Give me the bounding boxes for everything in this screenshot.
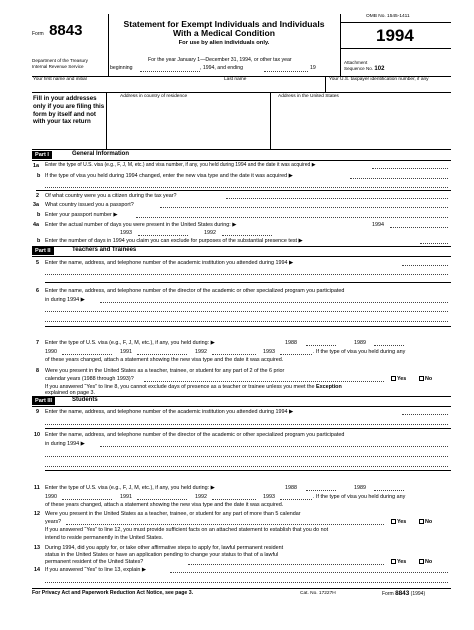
line-3a-field[interactable] <box>160 207 448 208</box>
line-14-continuation-1[interactable] <box>45 582 448 583</box>
line-10-continuation-1[interactable] <box>45 456 448 457</box>
line12-no[interactable] <box>418 519 432 525</box>
line11-visa-1988[interactable] <box>306 490 336 491</box>
line12-no-checkbox[interactable] <box>419 519 424 524</box>
tax-year-line: For the year January 1—December 31, 1994, or other tax year <box>148 57 292 63</box>
line-6-text-b: in during 1994 ▶ <box>45 297 85 303</box>
line-10-text-a: Enter the name, address, and telephone number of the director of the academic or other specialized program you participated <box>45 432 345 438</box>
line-2-text: Of what country were you a citizen during the tax year? <box>45 193 177 199</box>
line-4b-field[interactable] <box>420 243 448 244</box>
line-11-text-c: of these years changed, attach a statement showing the new visa type and the date it was acquired. <box>45 502 284 508</box>
line7-visa-1990[interactable] <box>62 354 112 355</box>
days-1994-field[interactable] <box>390 227 448 228</box>
part1-title: General Information <box>72 151 130 157</box>
line-13-text-c: permanent resident of the United States? <box>45 559 144 565</box>
line12-yes-checkbox[interactable] <box>391 519 396 524</box>
line-9-text: Enter the name, address, and telephone number of the academic institution you attended during 1994 ▶ <box>45 409 294 415</box>
line11-visa-1990[interactable] <box>62 499 112 500</box>
line13-yes[interactable] <box>390 559 406 565</box>
part1-label: Part I <box>32 151 52 159</box>
line-1a-text: Enter the type of U.S. visa (e.g., F, J, M, etc.) and visa number, if any, you held during 1994 and the date it was acquired ▶ <box>45 162 316 168</box>
part3-title: Students <box>72 397 98 403</box>
form-number: 8843 <box>49 22 83 39</box>
dept-irs: Internal Revenue Service <box>32 64 84 69</box>
line-10-text-b: in during 1994 ▶ <box>45 441 85 447</box>
sequence-label <box>344 66 384 73</box>
line-6-text-a: Enter the name, address, and telephone number of the director of the academic or other specialized program you participated <box>45 288 345 294</box>
first-name-label: Your first name and initial <box>33 77 87 82</box>
line11-visa-1989[interactable] <box>374 490 404 491</box>
line11-year-1989: 1989 <box>354 485 366 491</box>
line7-year-1988: 1988 <box>285 340 297 346</box>
line12-yes-label: Yes <box>397 519 407 525</box>
line8-no-label: No <box>425 376 433 382</box>
line7-visa-1989[interactable] <box>374 345 404 346</box>
line-3b-field[interactable] <box>136 217 448 218</box>
line8-no[interactable] <box>418 376 432 382</box>
tax-year-big: 1994 <box>376 26 414 45</box>
line13-no-label: No <box>425 559 433 565</box>
form-number-block <box>32 22 82 39</box>
address-us-field[interactable] <box>272 101 448 147</box>
line11-year-1992: 1992 <box>195 494 207 500</box>
footer-form-number: 8843 <box>395 590 410 597</box>
line-9-field[interactable] <box>402 414 448 415</box>
line-5-continuation-1[interactable] <box>45 274 448 275</box>
line-5-field[interactable] <box>402 265 448 266</box>
form-title-line1: Statement for Exempt Individuals and Individuals <box>123 19 325 29</box>
line-8-exception: Exception <box>316 384 342 390</box>
line-2-field[interactable] <box>226 198 448 199</box>
line-4a-text: Enter the actual number of days you were present in the United States during: ▶ <box>45 222 237 228</box>
line7-year-1990: 1990 <box>45 349 57 355</box>
line-10-continuation-2[interactable] <box>45 466 448 467</box>
sequence-text: Sequence No. <box>344 66 374 71</box>
line-1b-continuation[interactable] <box>45 187 448 188</box>
line-13-text-b: status in the United States or have an application pending to change your status to that of a lawful <box>45 552 279 558</box>
year-1992-label: 1992 <box>204 230 216 236</box>
line11-year-1988: 1988 <box>285 485 297 491</box>
line-11-text-b: . If the type of visa you held during any <box>313 494 406 500</box>
line-6-field[interactable] <box>100 302 448 303</box>
line-3b-text: Enter your passport number ▶ <box>45 212 118 218</box>
line-12-text-a: Were you present in the United States as a teacher, trainee, or student for any part of more than 5 calendar <box>45 511 301 517</box>
ending-label: , 1994, and ending <box>200 65 243 71</box>
line7-year-1989: 1989 <box>354 340 366 346</box>
line11-visa-1992[interactable] <box>212 499 256 500</box>
year-1994-label: 1994 <box>372 222 384 228</box>
footer-form-label: Form <box>382 591 394 597</box>
year-1993-label: 1993 <box>120 230 132 236</box>
form-page: Form 8843 Department of the Treasury Internal Revenue Service Statement for Exempt Individuals and Individuals With a Medical Condition For use by alien individuals only. For the year January 1—December 31, 1994, or other tax year beginning , 1994, and ending 19 OMB No. 1545-1411 1994 Attachment Sequence No. 102 Your first name and initial Last name Your U.S. taxpayer identification number, if any Fill in your addresses only if you are filing this form by itself and not with your tax return Address in country of residence Address in the United States Part I General Information 1a Enter the type of U.S. visa (e.g., F, J, M, etc.) and visa number, if any, you held during 1994 and the date it was acquired ▶ b If the type of visa you held during 1994 changed, enter the new visa type and the date it was acquired ▶ 2 Of what country were you a citizen during the tax year? 3a What country issued you a passport? b Enter your passport number ▶ 4a Enter the actual number of days you were present in the United States during: ▶ 1994 1993 1992 b Enter the number of days in 1994 you claim you can exclude for purposes of the substantial presence test ▶ Part II Teachers and Trainees 5 Enter the name, address, and telephone number of the academic institution you attended during 1994 ▶ 6 Enter the name, address, and telephone number of the director of the academic or other specialized program you participated in during 1994 ▶ 7 Enter the type of U.S. visa (e.g., F, J, M, etc.), if any, you held during: ▶ 1988 1989 1990 1991 1992 1993 . If the type of visa you held during any of these years changed, attach a statement showing the new visa type and the date it was acquired. 8 Were you present in the United States as a teacher, trainee, or student for any part of 2 of the 6 prior calendar years (1988 through 1993)? Yes No If you answered “Yes” to line 8, you cannot exclude days of presence as a teacher or trainee unless you meet the Exception explained on page 3. Part III Students 9 Enter the name, address, and telephone number of the academic institution you attended during 1994 ▶ 10 Enter the name, address, and telephone number of the director of the academic or other specialized program you participated in during 1994 ▶ 11 Enter the type of U.S. visa (e.g., F, J, M, etc.), if any, you held during: ▶ 1988 1989 1990 1991 1992 1993 . If the type of visa you held during any of these years changed, attach a statement showing the new visa type and the date it was acquired. 12 Were you present in the United States as a teacher, trainee, or student for any part of more than 5 calendar years? Yes No If you answered “Yes” to line 12, you must provide sufficient facts on an attached statement to establish that you do not intend to reside permanently in the United States. 13 During 1994, did you apply for, or take other affirmative steps to apply for, lawful permanent resident status in the United States or have an application pending to change your status to that of a lawful permanent resident of the United States? Yes No 14 If you answered “Yes” to line 13, explain ▶ For Privacy Act and Paperwork Reduction Act Notice, see page 3. Cat. No. 17227H Form 8843 (1994) <box>0 0 474 630</box>
title-block <box>108 20 340 47</box>
line-14-text: If you answered “Yes” to line 13, explain ▶ <box>45 567 147 573</box>
line-3a-text: What country issued you a passport? <box>45 202 134 208</box>
line-13-text-a: During 1994, did you apply for, or take other affirmative steps to apply for, lawful permanent resident <box>45 545 284 551</box>
line8-no-checkbox[interactable] <box>419 376 424 381</box>
line-8-text-b: calendar years (1988 through 1993)? <box>45 376 134 382</box>
line12-no-label: No <box>425 519 433 525</box>
line-7-text-c: of these years changed, attach a statement showing the new visa type and the date it was acquired. <box>45 357 284 363</box>
part2-title: Teachers and Trainees <box>72 247 137 253</box>
line-5-text: Enter the name, address, and telephone number of the academic institution you attended during 1994 ▶ <box>45 260 294 266</box>
line8-yes[interactable] <box>390 376 406 382</box>
address-us-label: Address in the United States <box>278 94 339 99</box>
line7-visa-1991[interactable] <box>137 354 187 355</box>
dept-treasury: Department of the Treasury <box>32 58 88 63</box>
line-4b-text: Enter the number of days in 1994 you claim you can exclude for purposes of the substantial presence test ▶ <box>45 238 303 244</box>
part3-label: Part III <box>32 397 55 405</box>
line-8-text-a: Were you present in the United States as a teacher, trainee, or student for any part of 2 of the 6 prior <box>45 368 285 374</box>
days-1992-field[interactable] <box>222 235 272 236</box>
fill-in-instructions: Fill in your addresses only if you are filing this form by itself and not with your tax return <box>33 95 105 126</box>
line-13-leader <box>188 564 384 565</box>
line7-visa-1988[interactable] <box>306 345 336 346</box>
address-residence-field[interactable] <box>108 101 268 147</box>
privacy-notice: For Privacy Act and Paperwork Reduction Act Notice, see page 3. <box>32 590 194 596</box>
last-name-label: Last name <box>224 77 247 82</box>
line13-no[interactable] <box>418 559 432 565</box>
cat-number: Cat. No. 17227H <box>300 591 336 596</box>
line-11-text-a: Enter the type of U.S. visa (e.g., F, J, M, etc.), if any, you held during: ▶ <box>45 485 215 491</box>
line11-visa-1991[interactable] <box>137 499 187 500</box>
attachment-label: Attachment <box>344 60 368 65</box>
line-7-text-a: Enter the type of U.S. visa (e.g., F, J, M, etc.), if any, you held during: ▶ <box>45 340 215 346</box>
footer-form-id <box>382 590 425 598</box>
form-subtitle: For use by alien individuals only. <box>178 39 270 46</box>
line11-visa-1993[interactable] <box>280 499 312 500</box>
line-8-text-c-main: If you answered “Yes” to line 8, you cannot exclude days of presence as a teacher or trainee unless you meet the <box>45 384 315 390</box>
ending-date-field[interactable] <box>264 71 308 72</box>
line-1b-text: If the type of visa you held during 1994 changed, enter the new visa type and the date it was acquired ▶ <box>45 173 293 179</box>
footer-year: (1994) <box>410 591 426 597</box>
line-1a-field[interactable] <box>372 168 448 169</box>
line-8-leader <box>144 381 384 382</box>
line13-yes-label: Yes <box>397 559 407 565</box>
days-1993-field[interactable] <box>138 235 188 236</box>
line7-year-1991: 1991 <box>120 349 132 355</box>
line-6-continuation-1[interactable] <box>45 311 448 312</box>
line13-no-checkbox[interactable] <box>419 559 424 564</box>
beginning-label: beginning <box>110 65 133 71</box>
line11-year-1993: 1993 <box>263 494 275 500</box>
line-9-continuation-1[interactable] <box>45 424 448 425</box>
line11-year-1991: 1991 <box>120 494 132 500</box>
nineteen-label: 19 <box>310 65 316 71</box>
part2-label: Part II <box>32 247 54 255</box>
line-7-text-b: . If the type of visa you held during any <box>313 349 406 355</box>
line8-yes-checkbox[interactable] <box>391 376 396 381</box>
sequence-number: 102 <box>374 66 385 72</box>
form-label: Form <box>32 31 44 37</box>
ssn-field[interactable] <box>328 84 448 91</box>
line-10-field[interactable] <box>100 446 448 447</box>
line7-year-1992: 1992 <box>195 349 207 355</box>
ssn-label: Your U.S. taxpayer identification number, if any <box>329 77 429 82</box>
line-12-leader <box>66 524 384 525</box>
line-12-text-c: If you answered “Yes” to line 12, you must provide sufficient facts on an attached statement to establish that you do not <box>45 527 329 533</box>
line7-year-1993: 1993 <box>263 349 275 355</box>
line11-year-1990: 1990 <box>45 494 57 500</box>
line-12-text-b: years? <box>45 519 62 525</box>
name-field[interactable] <box>33 84 323 91</box>
omb-number: OMB No. 1545-1411 <box>366 14 410 19</box>
form-title-line2: With a Medical Condition <box>172 28 276 39</box>
line13-yes-checkbox[interactable] <box>391 559 396 564</box>
beginning-date-field[interactable] <box>140 71 200 72</box>
line-8-text-d: explained on page 3. <box>45 390 96 396</box>
line12-yes[interactable] <box>390 519 406 525</box>
line8-yes-label: Yes <box>397 376 407 382</box>
address-residence-label: Address in country of residence <box>120 94 188 99</box>
line-1b-field[interactable] <box>350 178 448 179</box>
line-12-text-d: intend to reside permanently in the United States. <box>45 535 164 541</box>
line7-visa-1993[interactable] <box>280 354 312 355</box>
line7-visa-1992[interactable] <box>212 354 256 355</box>
line-6-continuation-2[interactable] <box>45 321 448 322</box>
line-14-field[interactable] <box>170 572 448 573</box>
